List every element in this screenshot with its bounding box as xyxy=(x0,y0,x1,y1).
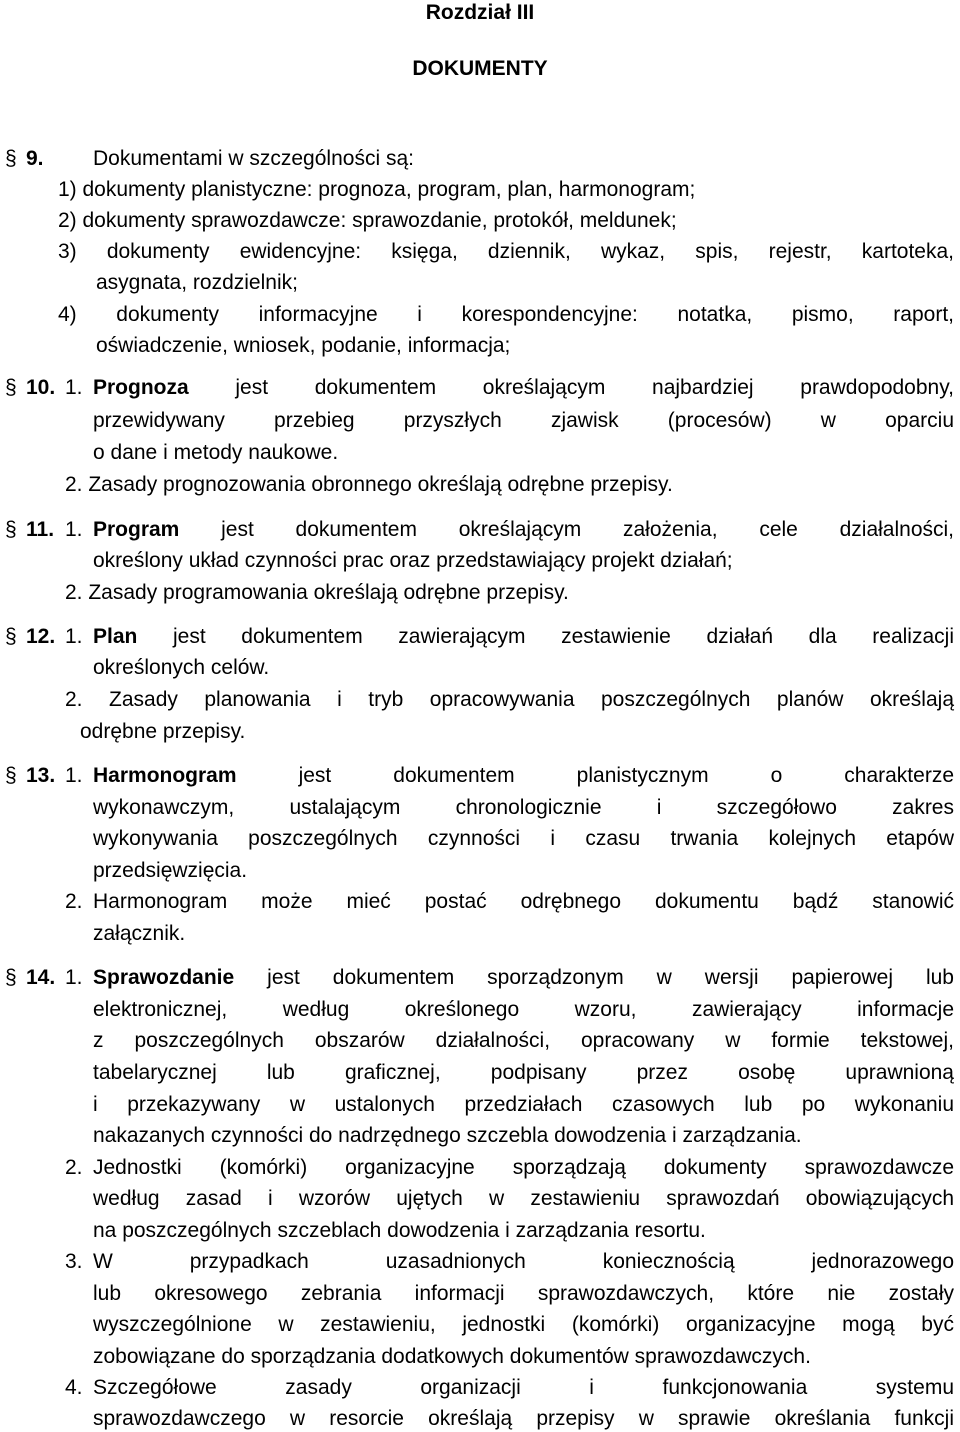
s12-p1-text: jest dokumentem zawierającym zestawienie działań dla realizacji xyxy=(172,625,954,648)
section-sign: § xyxy=(5,376,17,399)
s14-p4-line-1: Szczegółowe zasady organizacji i funkcjonowania systemu xyxy=(93,1376,954,1399)
s12-paragraph-2-line-1: 2. Zasady planowania i tryb opracowywania poszczególnych planów określają xyxy=(65,688,954,711)
s14-p3-line-1: W przypadkach uzasadnionych koniecznością jednorazowego xyxy=(93,1250,954,1273)
term-plan: Plan xyxy=(93,625,138,648)
s10-paragraph-2: 2. Zasady prognozowania obronnego określają odrębne przepisy. xyxy=(65,473,673,496)
s10-paragraph-1-number: 1. xyxy=(65,376,83,399)
section-number-13: 13. xyxy=(26,764,56,787)
s13-p1-line-4: przedsięwzięcia. xyxy=(93,859,248,882)
s14-paragraph-2-number: 2. xyxy=(65,1156,83,1179)
section-number-11: 11. xyxy=(26,518,55,541)
s9-item-3-line-1: 3) dokumenty ewidencyjne: księga, dziennik, wykaz, spis, rejestr, kartoteka, xyxy=(58,240,954,263)
s13-p2-line-1: Harmonogram może mieć postać odrębnego dokumentu bądź stanowić xyxy=(93,890,954,913)
section-sign: § xyxy=(5,625,17,648)
s14-p2-line-1: Jednostki (komórki) organizacyjne sporządzają dokumenty sprawozdawcze xyxy=(93,1156,954,1179)
s14-p4-line-2: sprawozdawczego w resorcie określają przepisy w sprawie określania funkcji xyxy=(93,1407,954,1430)
s9-item-1: 1) dokumenty planistyczne: prognoza, program, plan, harmonogram; xyxy=(58,178,696,201)
section-number-12: 12. xyxy=(26,625,56,648)
s9-item-3-line-2: asygnata, rozdzielnik; xyxy=(96,271,298,294)
s11-p1-text: jest dokumentem określającym założenia, cele działalności, xyxy=(221,518,954,541)
s9-item-2: 2) dokumenty sprawozdawcze: sprawozdanie, protokół, meldunek; xyxy=(58,209,677,232)
s13-p1-text: jest dokumentem planistycznym o charakterze xyxy=(298,764,954,787)
s10-p1-text: jest dokumentem określającym najbardziej prawdopodobny, xyxy=(235,376,954,399)
s9-intro: Dokumentami w szczególności są: xyxy=(93,147,414,170)
s14-p1-line-2: elektronicznej, według określonego wzoru, zawierający informacje xyxy=(93,998,954,1021)
s14-p1-line-4: tabelarycznej lub graficznej, podpisany przez osobę uprawnioną xyxy=(93,1061,954,1084)
s9-item-4-line-1: 4) dokumenty informacyjne i korespondencyjne: notatka, pismo, raport, xyxy=(58,303,954,326)
section-sign: § xyxy=(5,518,17,541)
s11-p1-line-1 xyxy=(93,517,954,543)
s14-p3-line-2: lub okresowego zebrania informacji sprawozdawczych, które nie zostały xyxy=(93,1282,954,1305)
s12-p1-line-1 xyxy=(93,624,954,650)
s14-p3-line-4: zobowiązane do sporządzania dodatkowych dokumentów sprawozdawczych. xyxy=(93,1345,811,1368)
s12-p1-line-2: określonych celów. xyxy=(93,656,270,679)
s14-p1-line-3: z poszczególnych obszarów działalności, opracowany w formie tekstowej, xyxy=(93,1029,954,1052)
section-sign: § xyxy=(5,966,17,989)
s14-p3-line-3: wyszczególnione w zestawieniu, jednostki (komórki) organizacyjne mogą być xyxy=(93,1313,954,1336)
term-prognoza: Prognoza xyxy=(93,376,189,399)
section-number-14: 14. xyxy=(26,966,56,989)
chapter-label: Rozdział III xyxy=(425,1,535,24)
s12-paragraph-1-number: 1. xyxy=(65,625,83,648)
s11-paragraph-2: 2. Zasady programowania określają odrębne przepisy. xyxy=(65,581,569,604)
s10-p1-line-2: przewidywany przebieg przyszłych zjawisk (procesów) w oparciu xyxy=(93,409,954,432)
s14-p1-text: jest dokumentem sporządzonym w wersji papierowej lub xyxy=(267,966,954,989)
section-number-9: 9. xyxy=(26,147,44,170)
s14-p2-line-3: na poszczególnych szczeblach dowodzenia i zarządzania resortu. xyxy=(93,1219,706,1242)
s14-paragraph-3-number: 3. xyxy=(65,1250,83,1273)
s14-paragraph-4-number: 4. xyxy=(65,1376,83,1399)
section-sign: § xyxy=(5,764,17,787)
s10-p1-line-1 xyxy=(93,375,954,401)
s11-p1-line-2: określony układ czynności prac oraz przedstawiający projekt działań; xyxy=(93,549,733,572)
s9-item-4-line-2: oświadczenie, wniosek, podanie, informacja; xyxy=(96,334,511,357)
s13-p1-line-2: wykonawczym, ustalającym chronologicznie i szczegółowo zakres xyxy=(93,796,954,819)
s13-paragraph-1-number: 1. xyxy=(65,764,83,787)
s11-paragraph-1-number: 1. xyxy=(65,518,83,541)
s14-paragraph-1-number: 1. xyxy=(65,966,83,989)
chapter-title: DOKUMENTY xyxy=(412,57,548,80)
term-sprawozdanie: Sprawozdanie xyxy=(93,966,235,989)
s10-p1-line-3: o dane i metody naukowe. xyxy=(93,441,339,464)
section-number-10: 10. xyxy=(26,376,56,399)
s14-p1-line-5: i przekazywany w ustalonych przedziałach czasowych lub po wykonaniu xyxy=(93,1093,954,1116)
s13-paragraph-2-number: 2. xyxy=(65,890,83,913)
s13-p1-line-1 xyxy=(93,763,954,789)
section-sign: § xyxy=(5,147,17,170)
s14-p2-line-2: według zasad i wzorów ujętych w zestawieniu sprawozdań obowiązujących xyxy=(93,1187,954,1210)
s13-p2-line-2: załącznik. xyxy=(93,922,186,945)
s14-p1-line-6: nakazanych czynności do nadrzędnego szczebla dowodzenia i zarządzania. xyxy=(93,1124,802,1147)
s14-p1-line-1 xyxy=(93,965,954,991)
s12-paragraph-2-line-2: odrębne przepisy. xyxy=(80,720,246,743)
term-program: Program xyxy=(93,518,180,541)
term-harmonogram: Harmonogram xyxy=(93,764,237,787)
s13-p1-line-3: wykonywania poszczególnych czynności i czasu trwania kolejnych etapów xyxy=(93,827,954,850)
